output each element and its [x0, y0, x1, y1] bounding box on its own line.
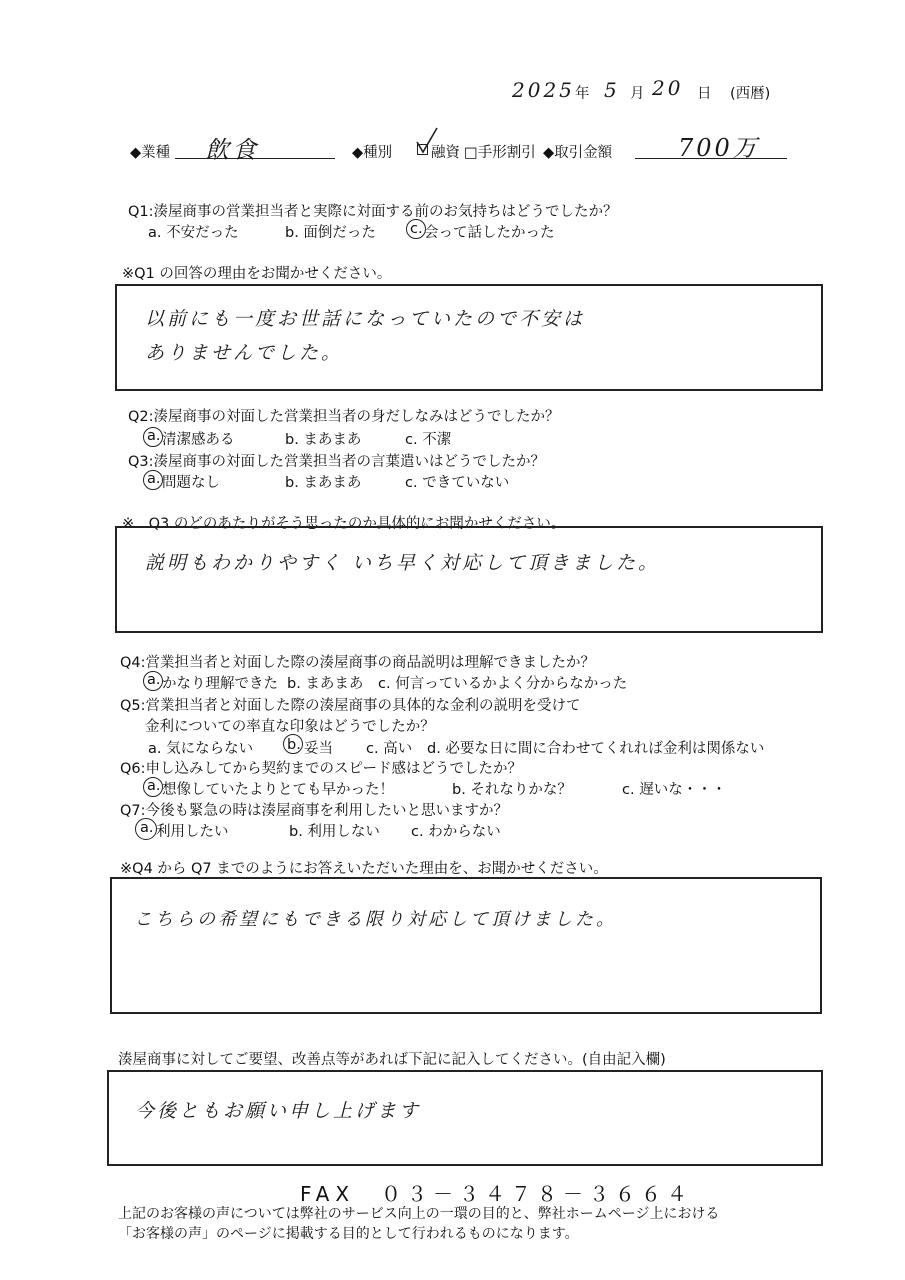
q5-option-c[interactable]: c. 高い	[366, 741, 413, 757]
q7-option-a-letter[interactable]: a.	[140, 820, 154, 836]
footer-note-line2: 「お客様の声」のページに掲載する目的として行われるものになります。	[118, 1226, 579, 1242]
footer-note-line1: 上記のお客様の声については弊社のサービス向上の一環の目的と、弊社ホームページ上における	[118, 1206, 720, 1222]
date-year-unit: 年	[575, 86, 590, 102]
date-month: 5	[604, 78, 620, 102]
q4-question: Q4:営業担当者と対面した際の湊屋商事の商品説明は理解できましたか？	[120, 655, 596, 671]
type-bill-label: □手形割引	[464, 145, 536, 161]
q4-option-b[interactable]: b. まあまあ	[287, 676, 364, 692]
free-comment-answer: 今後ともお願い申し上げます	[135, 1100, 422, 1122]
q1-question: Q1:湊屋商事の営業担当者と実際に対面する前のお気持ちはどうでしたか？	[128, 204, 618, 220]
date-day: 20	[652, 76, 684, 100]
q3-option-a-letter[interactable]: a.	[147, 471, 161, 487]
q4-option-c[interactable]: c. 何言っているかよく分からなかった	[378, 676, 628, 692]
q1-reason-answer-line2: ありませんでした。	[145, 342, 344, 364]
q3-reason-answer: 説明もわかりやすく いち早く対応して頂きました。	[145, 552, 661, 574]
q1-reason-label: ※Q1 の回答の理由をお聞かせください。	[122, 266, 392, 282]
date-era: (西暦)	[730, 86, 771, 102]
q7-option-a-text[interactable]: 利用したい	[156, 824, 229, 840]
q2-option-a-letter[interactable]: a.	[147, 428, 161, 444]
q3-reason-label: ※ Q3 のどのあたりがそう思ったのか具体的にお聞かせください。	[122, 516, 566, 532]
type-label: ◆種別	[352, 145, 393, 161]
amount-value: 700万	[678, 134, 760, 162]
q47-reason-answer: こちらの希望にもできる限り対応して頂けました。	[134, 909, 617, 930]
q4-option-a-letter[interactable]: a.	[147, 672, 161, 688]
q2-option-a-text[interactable]: 清潔感ある	[162, 432, 235, 448]
q3-question: Q3:湊屋商事の対面した営業担当者の言葉遣いはどうでしたか？	[128, 454, 546, 470]
q2-question: Q2:湊屋商事の対面した営業担当者の身だしなみはどうでしたか？	[128, 409, 560, 425]
q1-option-c-text[interactable]: 会って話したかった	[424, 225, 555, 241]
q6-option-c[interactable]: c. 遅いな・・・	[622, 782, 727, 798]
q2-option-b[interactable]: b. まあまあ	[285, 432, 362, 448]
q6-option-a-letter[interactable]: a.	[147, 778, 161, 794]
date-month-unit: 月	[630, 86, 645, 102]
q47-reason-box[interactable]	[110, 877, 822, 1014]
q3-option-a-text[interactable]: 問題なし	[162, 475, 220, 491]
fax-number: FAX ０３－３４７８－３６６４	[300, 1182, 694, 1206]
q7-question: Q7:今後も緊急の時は湊屋商事を利用したいと思いますか？	[120, 803, 509, 819]
q1-reason-answer-line1: 以前にも一度お世話になっていたので不安は	[145, 308, 586, 330]
type-financing-label: 融資	[431, 145, 460, 161]
q5-question-line2: 金利についての率直な印象はどうでしたか？	[145, 719, 435, 735]
q7-option-b[interactable]: b. 利用しない	[289, 824, 380, 840]
industry-value: 飲食	[205, 136, 259, 164]
q5-question-line1: Q5:営業担当者と対面した際の湊屋商事の具体的な金利の説明を受けて	[120, 698, 581, 714]
date-day-unit: 日	[697, 86, 712, 102]
q2-option-c[interactable]: c. 不潔	[405, 432, 452, 448]
q6-question: Q6:申し込みしてから契約までのスピード感はどうでしたか？	[120, 761, 522, 777]
q47-reason-label: ※Q4 から Q7 までのようにお答えいただいた理由を、お聞かせください。	[120, 861, 608, 877]
industry-label: ◆業種	[130, 145, 171, 161]
q5-option-b-letter[interactable]: b.	[287, 737, 301, 753]
q1-option-c-letter[interactable]: c.	[410, 221, 423, 237]
free-comment-box[interactable]	[107, 1070, 823, 1166]
q6-option-a-text[interactable]: 想像していたよりとても早かった！	[162, 782, 394, 798]
q1-option-b[interactable]: b. 面倒だった	[285, 225, 376, 241]
q5-option-b-text[interactable]: 妥当	[304, 741, 333, 757]
q3-reason-box[interactable]	[115, 526, 823, 633]
amount-underline	[635, 158, 787, 159]
q3-option-c[interactable]: c. できていない	[405, 475, 510, 491]
q1-option-a[interactable]: a. 不安だった	[148, 225, 239, 241]
free-comment-label: 湊屋商事に対してご要望、改善点等があれば下記に記入してください。(自由記入欄)	[118, 1052, 666, 1068]
industry-underline	[175, 158, 335, 159]
q6-option-b[interactable]: b. それなりかな？	[452, 782, 572, 798]
date-year: 2025	[512, 78, 575, 102]
q3-option-b[interactable]: b. まあまあ	[285, 475, 362, 491]
q5-option-d[interactable]: d. 必要な日に間に合わせてくれれば金利は関係ない	[427, 741, 765, 757]
q4-option-a-text[interactable]: かなり理解できた	[162, 676, 278, 692]
amount-label: ◆取引金額	[543, 145, 613, 161]
q7-option-c[interactable]: c. わからない	[411, 824, 501, 840]
q1-reason-box[interactable]	[115, 284, 823, 391]
q5-option-a[interactable]: a. 気にならない	[148, 741, 254, 757]
